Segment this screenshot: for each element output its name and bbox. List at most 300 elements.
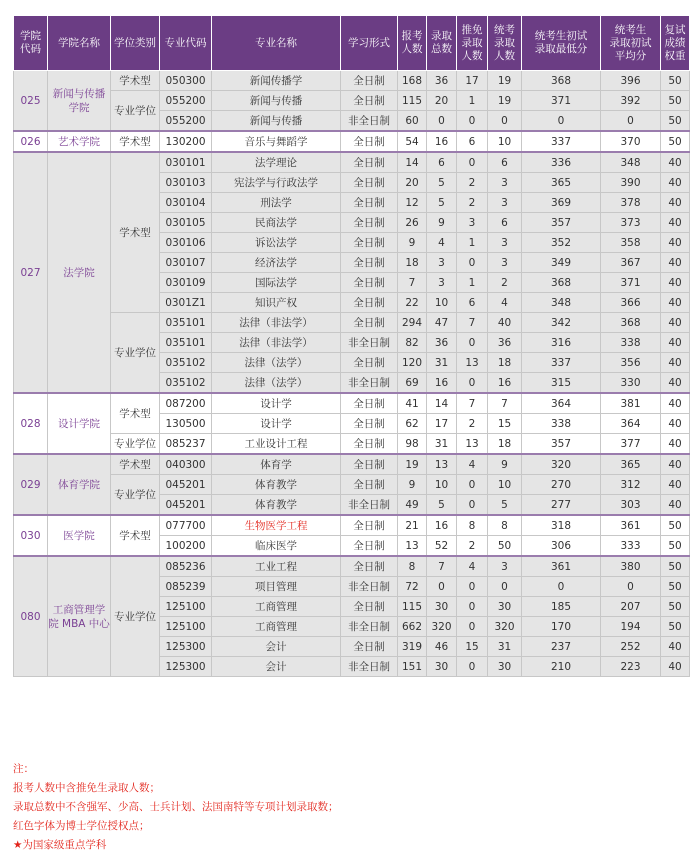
- study-mode-cell: 全日制: [341, 173, 398, 193]
- retest-weight-cell: 50: [661, 536, 690, 557]
- exam-admitted-cell: 6: [488, 152, 522, 173]
- exam-avg-score-cell: 390: [601, 173, 661, 193]
- exam-avg-score-cell: 312: [601, 475, 661, 495]
- admitted-total-cell: 17: [427, 414, 457, 434]
- applicants-cell: 8: [398, 556, 427, 577]
- study-mode-cell: 全日制: [341, 273, 398, 293]
- major-name-cell: 体育教学: [212, 495, 341, 516]
- exam-admitted-cell: 16: [488, 373, 522, 394]
- recommended-admitted-cell: 0: [457, 475, 488, 495]
- exam-admitted-cell: 320: [488, 617, 522, 637]
- study-mode-cell: 非全日制: [341, 333, 398, 353]
- study-mode-cell: 全日制: [341, 637, 398, 657]
- admitted-total-cell: 3: [427, 273, 457, 293]
- admitted-total-cell: 46: [427, 637, 457, 657]
- exam-min-score-cell: 342: [522, 313, 601, 333]
- retest-weight-cell: 40: [661, 475, 690, 495]
- recommended-admitted-cell: 0: [457, 373, 488, 394]
- major-name-cell: 设计学: [212, 393, 341, 414]
- degree-type-cell: 学术型: [111, 454, 160, 475]
- table-row: [14, 454, 690, 475]
- admitted-total-cell: 36: [427, 333, 457, 353]
- exam-min-score-cell: 320: [522, 454, 601, 475]
- major-name-cell: 体育学: [212, 454, 341, 475]
- major-name-cell: 知识产权: [212, 293, 341, 313]
- recommended-admitted-cell: 1: [457, 233, 488, 253]
- retest-weight-cell: 40: [661, 213, 690, 233]
- admitted-total-cell: 20: [427, 91, 457, 111]
- exam-min-score-cell: 337: [522, 353, 601, 373]
- exam-admitted-cell: 3: [488, 173, 522, 193]
- exam-min-score-cell: 318: [522, 515, 601, 536]
- major-code-cell: 030101: [160, 152, 212, 173]
- exam-min-score-cell: 361: [522, 556, 601, 577]
- retest-weight-cell: 40: [661, 657, 690, 677]
- major-code-cell: 050300: [160, 71, 212, 91]
- major-code-cell: 085236: [160, 556, 212, 577]
- recommended-admitted-cell: 1: [457, 91, 488, 111]
- retest-weight-cell: 40: [661, 253, 690, 273]
- exam-avg-score-cell: 356: [601, 353, 661, 373]
- applicants-cell: 9: [398, 475, 427, 495]
- college-code-cell: 030: [14, 515, 48, 556]
- exam-admitted-cell: 18: [488, 434, 522, 455]
- applicants-cell: 13: [398, 536, 427, 557]
- major-code-cell: 125100: [160, 617, 212, 637]
- recommended-admitted-cell: 4: [457, 556, 488, 577]
- exam-min-score-cell: 170: [522, 617, 601, 637]
- college-code-cell: 029: [14, 454, 48, 515]
- admitted-total-cell: 52: [427, 536, 457, 557]
- major-name-cell: 诉讼法学: [212, 233, 341, 253]
- recommended-admitted-cell: 4: [457, 454, 488, 475]
- major-code-cell: 085239: [160, 577, 212, 597]
- recommended-admitted-cell: 0: [457, 333, 488, 353]
- major-name-cell: 新闻与传播: [212, 91, 341, 111]
- exam-admitted-cell: 4: [488, 293, 522, 313]
- study-mode-cell: 非全日制: [341, 373, 398, 394]
- retest-weight-cell: 50: [661, 111, 690, 132]
- study-mode-cell: 全日制: [341, 536, 398, 557]
- exam-avg-score-cell: 392: [601, 91, 661, 111]
- exam-min-score-cell: 277: [522, 495, 601, 516]
- exam-admitted-cell: 30: [488, 657, 522, 677]
- applicants-cell: 20: [398, 173, 427, 193]
- major-name-cell: 宪法学与行政法学: [212, 173, 341, 193]
- exam-admitted-cell: 18: [488, 353, 522, 373]
- college-name-cell: 医学院: [48, 515, 111, 556]
- major-name-cell: 国际法学: [212, 273, 341, 293]
- major-code-cell: 035101: [160, 313, 212, 333]
- notes: [13, 760, 339, 855]
- retest-weight-cell: 40: [661, 233, 690, 253]
- exam-admitted-cell: 15: [488, 414, 522, 434]
- exam-min-score-cell: 316: [522, 333, 601, 353]
- exam-min-score-cell: 185: [522, 597, 601, 617]
- major-name-cell: 民商法学: [212, 213, 341, 233]
- exam-admitted-cell: 5: [488, 495, 522, 516]
- major-code-cell: 100200: [160, 536, 212, 557]
- admitted-total-cell: 5: [427, 173, 457, 193]
- study-mode-cell: 全日制: [341, 475, 398, 495]
- applicants-cell: 72: [398, 577, 427, 597]
- degree-type-cell: 专业学位: [111, 556, 160, 677]
- admitted-total-cell: 30: [427, 657, 457, 677]
- admitted-total-cell: 31: [427, 434, 457, 455]
- header-exam-min-score: 统考生初试 录取最低分: [522, 16, 601, 71]
- retest-weight-cell: 40: [661, 273, 690, 293]
- exam-avg-score-cell: 0: [601, 577, 661, 597]
- degree-type-cell: 学术型: [111, 152, 160, 313]
- major-name-cell: 法律（非法学）: [212, 333, 341, 353]
- exam-min-score-cell: 315: [522, 373, 601, 394]
- table-row: [14, 475, 690, 495]
- study-mode-cell: 全日制: [341, 233, 398, 253]
- major-code-cell: 0301Z1: [160, 293, 212, 313]
- degree-type-cell: 学术型: [111, 131, 160, 152]
- major-code-cell: 030103: [160, 173, 212, 193]
- recommended-admitted-cell: 0: [457, 617, 488, 637]
- admitted-total-cell: 31: [427, 353, 457, 373]
- recommended-admitted-cell: 0: [457, 577, 488, 597]
- recommended-admitted-cell: 0: [457, 111, 488, 132]
- table-row: [14, 152, 690, 173]
- recommended-admitted-cell: 0: [457, 152, 488, 173]
- exam-min-score-cell: 336: [522, 152, 601, 173]
- header-college-code: 学院 代码: [14, 16, 48, 71]
- exam-min-score-cell: 338: [522, 414, 601, 434]
- retest-weight-cell: 50: [661, 71, 690, 91]
- admitted-total-cell: 16: [427, 515, 457, 536]
- study-mode-cell: 非全日制: [341, 617, 398, 637]
- exam-admitted-cell: 19: [488, 71, 522, 91]
- header-degree-type: 学位类别: [111, 16, 160, 71]
- applicants-cell: 69: [398, 373, 427, 394]
- exam-admitted-cell: 9: [488, 454, 522, 475]
- admitted-total-cell: 47: [427, 313, 457, 333]
- major-name-cell: 法学理论: [212, 152, 341, 173]
- major-code-cell: 055200: [160, 111, 212, 132]
- admitted-total-cell: 3: [427, 253, 457, 273]
- major-name-cell: 项目管理: [212, 577, 341, 597]
- exam-min-score-cell: 349: [522, 253, 601, 273]
- retest-weight-cell: 40: [661, 173, 690, 193]
- admitted-total-cell: 10: [427, 293, 457, 313]
- exam-avg-score-cell: 330: [601, 373, 661, 394]
- exam-min-score-cell: 369: [522, 193, 601, 213]
- applicants-cell: 7: [398, 273, 427, 293]
- study-mode-cell: 全日制: [341, 293, 398, 313]
- exam-avg-score-cell: 371: [601, 273, 661, 293]
- applicants-cell: 18: [398, 253, 427, 273]
- exam-avg-score-cell: 367: [601, 253, 661, 273]
- exam-admitted-cell: 3: [488, 193, 522, 213]
- exam-admitted-cell: 3: [488, 233, 522, 253]
- recommended-admitted-cell: 6: [457, 293, 488, 313]
- study-mode-cell: 非全日制: [341, 111, 398, 132]
- exam-min-score-cell: 357: [522, 434, 601, 455]
- retest-weight-cell: 50: [661, 617, 690, 637]
- major-code-cell: 055200: [160, 91, 212, 111]
- study-mode-cell: 全日制: [341, 414, 398, 434]
- applicants-cell: 14: [398, 152, 427, 173]
- study-mode-cell: 全日制: [341, 213, 398, 233]
- college-name-cell: 新闻与传播学院: [48, 71, 111, 132]
- study-mode-cell: 全日制: [341, 556, 398, 577]
- admitted-total-cell: 10: [427, 475, 457, 495]
- table-row: [14, 91, 690, 111]
- header-applicants: 报考 人数: [398, 16, 427, 71]
- exam-min-score-cell: 210: [522, 657, 601, 677]
- major-code-cell: 035102: [160, 373, 212, 394]
- study-mode-cell: 全日制: [341, 131, 398, 152]
- major-name-cell: 音乐与舞蹈学: [212, 131, 341, 152]
- retest-weight-cell: 40: [661, 193, 690, 213]
- major-name-cell: 工业设计工程: [212, 434, 341, 455]
- major-code-cell: 030109: [160, 273, 212, 293]
- major-name-cell: 经济法学: [212, 253, 341, 273]
- degree-type-cell: 学术型: [111, 393, 160, 434]
- exam-admitted-cell: 2: [488, 273, 522, 293]
- exam-avg-score-cell: 303: [601, 495, 661, 516]
- major-name-cell: 生物医学工程: [212, 515, 341, 536]
- exam-avg-score-cell: 396: [601, 71, 661, 91]
- applicants-cell: 26: [398, 213, 427, 233]
- exam-min-score-cell: 368: [522, 273, 601, 293]
- admissions-table: [13, 15, 690, 677]
- major-name-cell: 工商管理: [212, 617, 341, 637]
- major-code-cell: 045201: [160, 475, 212, 495]
- major-code-cell: 030105: [160, 213, 212, 233]
- retest-weight-cell: 50: [661, 597, 690, 617]
- major-code-cell: 087200: [160, 393, 212, 414]
- exam-avg-score-cell: 366: [601, 293, 661, 313]
- applicants-cell: 115: [398, 597, 427, 617]
- applicants-cell: 115: [398, 91, 427, 111]
- major-name-cell: 临床医学: [212, 536, 341, 557]
- exam-admitted-cell: 3: [488, 556, 522, 577]
- study-mode-cell: 全日制: [341, 152, 398, 173]
- exam-avg-score-cell: 365: [601, 454, 661, 475]
- applicants-cell: 49: [398, 495, 427, 516]
- study-mode-cell: 全日制: [341, 253, 398, 273]
- retest-weight-cell: 50: [661, 91, 690, 111]
- college-code-cell: 025: [14, 71, 48, 132]
- admitted-total-cell: 16: [427, 131, 457, 152]
- retest-weight-cell: 40: [661, 434, 690, 455]
- header-study-mode: 学习形式: [341, 16, 398, 71]
- study-mode-cell: 全日制: [341, 313, 398, 333]
- applicants-cell: 168: [398, 71, 427, 91]
- degree-type-cell: 学术型: [111, 515, 160, 556]
- retest-weight-cell: 40: [661, 373, 690, 394]
- retest-weight-cell: 50: [661, 556, 690, 577]
- recommended-admitted-cell: 2: [457, 536, 488, 557]
- exam-min-score-cell: 237: [522, 637, 601, 657]
- recommended-admitted-cell: 0: [457, 657, 488, 677]
- header-college-name: 学院名称: [48, 16, 111, 71]
- exam-admitted-cell: 10: [488, 131, 522, 152]
- recommended-admitted-cell: 2: [457, 173, 488, 193]
- recommended-admitted-cell: 1: [457, 273, 488, 293]
- header-retest-weight: 复试 成绩 权重: [661, 16, 690, 71]
- exam-min-score-cell: 352: [522, 233, 601, 253]
- exam-avg-score-cell: 361: [601, 515, 661, 536]
- major-code-cell: 125300: [160, 657, 212, 677]
- retest-weight-cell: 40: [661, 152, 690, 173]
- retest-weight-cell: 50: [661, 131, 690, 152]
- recommended-admitted-cell: 17: [457, 71, 488, 91]
- degree-type-cell: 学术型: [111, 71, 160, 91]
- applicants-cell: 98: [398, 434, 427, 455]
- applicants-cell: 294: [398, 313, 427, 333]
- exam-admitted-cell: 0: [488, 111, 522, 132]
- exam-admitted-cell: 50: [488, 536, 522, 557]
- exam-admitted-cell: 8: [488, 515, 522, 536]
- major-name-cell: 法律（法学）: [212, 353, 341, 373]
- exam-avg-score-cell: 333: [601, 536, 661, 557]
- applicants-cell: 120: [398, 353, 427, 373]
- major-name-cell: 工业工程: [212, 556, 341, 577]
- study-mode-cell: 全日制: [341, 71, 398, 91]
- exam-avg-score-cell: 358: [601, 233, 661, 253]
- study-mode-cell: 全日制: [341, 193, 398, 213]
- applicants-cell: 151: [398, 657, 427, 677]
- retest-weight-cell: 40: [661, 293, 690, 313]
- exam-admitted-cell: 10: [488, 475, 522, 495]
- applicants-cell: 22: [398, 293, 427, 313]
- study-mode-cell: 非全日制: [341, 657, 398, 677]
- recommended-admitted-cell: 13: [457, 434, 488, 455]
- study-mode-cell: 非全日制: [341, 495, 398, 516]
- exam-min-score-cell: 0: [522, 577, 601, 597]
- study-mode-cell: 全日制: [341, 597, 398, 617]
- major-name-cell: 会计: [212, 637, 341, 657]
- table-row: [14, 556, 690, 577]
- major-name-cell: 法律（法学）: [212, 373, 341, 394]
- college-name-cell: 设计学院: [48, 393, 111, 454]
- major-code-cell: 030107: [160, 253, 212, 273]
- major-code-cell: 125300: [160, 637, 212, 657]
- retest-weight-cell: 40: [661, 454, 690, 475]
- admitted-total-cell: 6: [427, 152, 457, 173]
- exam-admitted-cell: 30: [488, 597, 522, 617]
- retest-weight-cell: 40: [661, 637, 690, 657]
- exam-admitted-cell: 31: [488, 637, 522, 657]
- exam-min-score-cell: 270: [522, 475, 601, 495]
- exam-min-score-cell: 337: [522, 131, 601, 152]
- note-admitted: 录取总数中不含强军、少高、士兵计划、法国南特等专项计划录取数；: [13, 801, 339, 813]
- degree-type-cell: 专业学位: [111, 313, 160, 394]
- major-code-cell: 077700: [160, 515, 212, 536]
- exam-avg-score-cell: 381: [601, 393, 661, 414]
- retest-weight-cell: 50: [661, 515, 690, 536]
- study-mode-cell: 全日制: [341, 91, 398, 111]
- exam-avg-score-cell: 364: [601, 414, 661, 434]
- exam-admitted-cell: 0: [488, 577, 522, 597]
- exam-avg-score-cell: 338: [601, 333, 661, 353]
- major-name-cell: 法律（非法学）: [212, 313, 341, 333]
- college-name-cell: 法学院: [48, 152, 111, 393]
- admitted-total-cell: 13: [427, 454, 457, 475]
- exam-min-score-cell: 364: [522, 393, 601, 414]
- college-code-cell: 026: [14, 131, 48, 152]
- applicants-cell: 12: [398, 193, 427, 213]
- major-name-cell: 新闻与传播: [212, 111, 341, 132]
- major-code-cell: 035102: [160, 353, 212, 373]
- table-row: [14, 71, 690, 91]
- retest-weight-cell: 40: [661, 313, 690, 333]
- degree-type-cell: 专业学位: [111, 434, 160, 455]
- applicants-cell: 82: [398, 333, 427, 353]
- major-name-cell: 新闻传播学: [212, 71, 341, 91]
- study-mode-cell: 全日制: [341, 454, 398, 475]
- exam-min-score-cell: 368: [522, 71, 601, 91]
- retest-weight-cell: 40: [661, 353, 690, 373]
- recommended-admitted-cell: 2: [457, 414, 488, 434]
- table-row: [14, 515, 690, 536]
- major-code-cell: 035101: [160, 333, 212, 353]
- study-mode-cell: 非全日制: [341, 577, 398, 597]
- recommended-admitted-cell: 7: [457, 313, 488, 333]
- table-row: [14, 313, 690, 333]
- exam-avg-score-cell: 252: [601, 637, 661, 657]
- major-code-cell: 130200: [160, 131, 212, 152]
- major-name-cell: 会计: [212, 657, 341, 677]
- retest-weight-cell: 40: [661, 495, 690, 516]
- retest-weight-cell: 40: [661, 333, 690, 353]
- college-name-cell: 体育学院: [48, 454, 111, 515]
- applicants-cell: 62: [398, 414, 427, 434]
- recommended-admitted-cell: 3: [457, 213, 488, 233]
- study-mode-cell: 全日制: [341, 393, 398, 414]
- recommended-admitted-cell: 0: [457, 495, 488, 516]
- major-name-cell: 体育教学: [212, 475, 341, 495]
- exam-admitted-cell: 19: [488, 91, 522, 111]
- note-red-font: 红色字体为博士学位授权点；: [13, 820, 150, 832]
- exam-avg-score-cell: 348: [601, 152, 661, 173]
- admitted-total-cell: 5: [427, 495, 457, 516]
- major-name-cell: 刑法学: [212, 193, 341, 213]
- admitted-total-cell: 4: [427, 233, 457, 253]
- college-code-cell: 080: [14, 556, 48, 677]
- exam-avg-score-cell: 378: [601, 193, 661, 213]
- exam-admitted-cell: 6: [488, 213, 522, 233]
- major-code-cell: 030104: [160, 193, 212, 213]
- exam-min-score-cell: 0: [522, 111, 601, 132]
- college-code-cell: 028: [14, 393, 48, 454]
- major-code-cell: 130500: [160, 414, 212, 434]
- study-mode-cell: 全日制: [341, 353, 398, 373]
- exam-avg-score-cell: 223: [601, 657, 661, 677]
- admitted-total-cell: 5: [427, 193, 457, 213]
- recommended-admitted-cell: 6: [457, 131, 488, 152]
- major-name-cell: 设计学: [212, 414, 341, 434]
- note-applicants: 报考人数中含推免生录取人数；: [13, 782, 160, 794]
- exam-admitted-cell: 3: [488, 253, 522, 273]
- table-header-row: [14, 16, 690, 71]
- recommended-admitted-cell: 7: [457, 393, 488, 414]
- recommended-admitted-cell: 13: [457, 353, 488, 373]
- recommended-admitted-cell: 8: [457, 515, 488, 536]
- note-title: 注：: [13, 763, 34, 775]
- header-major-code: 专业代码: [160, 16, 212, 71]
- table-row: [14, 131, 690, 152]
- retest-weight-cell: 40: [661, 414, 690, 434]
- exam-min-score-cell: 306: [522, 536, 601, 557]
- recommended-admitted-cell: 15: [457, 637, 488, 657]
- admitted-total-cell: 16: [427, 373, 457, 394]
